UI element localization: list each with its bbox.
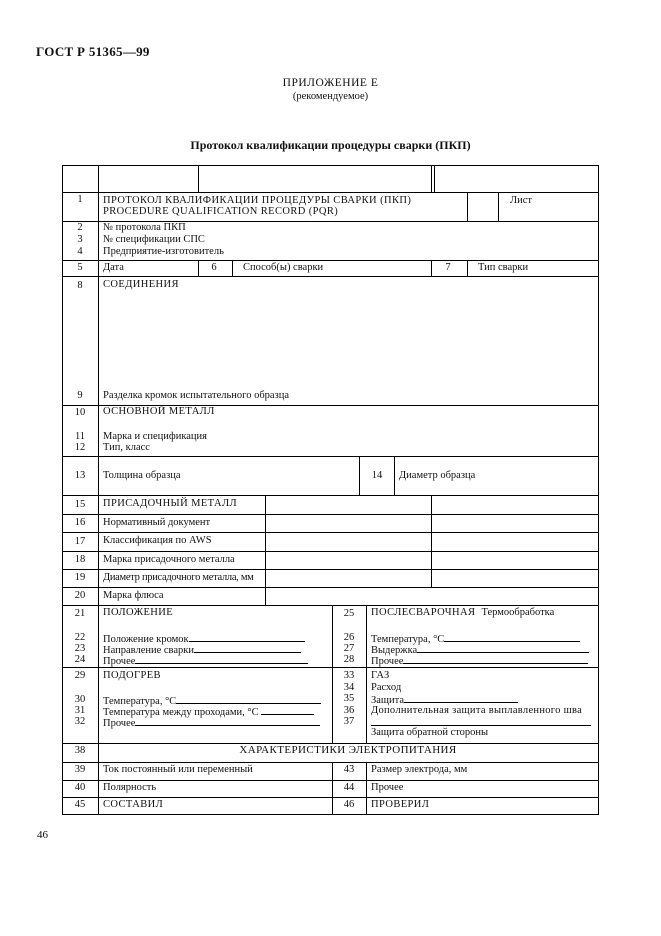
flux-grade-label: Марка флюса	[103, 590, 164, 601]
form-title-ru: ПРОТОКОЛ КВАЛИФИКАЦИИ ПРОЦЕДУРЫ СВАРКИ (ПКП)	[103, 195, 412, 206]
type-class-label: Тип, класс	[103, 442, 150, 453]
checked-by-label: ПРОВЕРИЛ	[371, 799, 430, 810]
preheat-other-text: Прочее	[103, 718, 136, 729]
flow-rate-label: Расход	[371, 682, 402, 693]
manufacturer-label: Предприятие-изготовитель	[103, 246, 224, 257]
row-divider	[63, 260, 598, 261]
row-divider	[63, 780, 598, 781]
fill-line	[135, 654, 308, 664]
row-num: 23	[74, 643, 86, 654]
row-num: 37	[343, 716, 355, 727]
fill-line	[194, 643, 301, 653]
standard-code: ГОСТ Р 51365—99	[36, 44, 150, 59]
position-label: ПОЛОЖЕНИЕ	[103, 607, 174, 618]
sheet-label: Лист	[510, 195, 532, 206]
row-divider	[63, 192, 598, 193]
groove-position-text: Положение кромок	[103, 634, 189, 645]
pwht-label	[371, 607, 554, 619]
row-num: 10	[74, 407, 86, 418]
row-num: 43	[343, 764, 355, 775]
row-num: 8	[77, 280, 83, 291]
fill-line	[135, 716, 320, 726]
electrical-other-label: Прочее	[371, 782, 404, 793]
row-num: 6	[211, 262, 217, 273]
row-divider	[63, 276, 598, 277]
row-num: 46	[343, 799, 355, 810]
shielding-text: Защита	[371, 695, 405, 706]
groove-design-label: Разделка кромок испытательного образца	[103, 390, 290, 401]
row-num: 2	[77, 222, 83, 233]
row-num: 9	[77, 390, 83, 401]
pwht-temperature-text: Температура, °С	[371, 634, 445, 645]
welding-type-label: Тип сварки	[478, 262, 529, 273]
row-num: 28	[343, 654, 355, 665]
row-num: 25	[343, 608, 355, 619]
row-num: 1	[77, 194, 83, 205]
row-num: 12	[74, 442, 86, 453]
row-num: 17	[74, 536, 86, 547]
row-num: 32	[74, 716, 86, 727]
row-num: 3	[77, 234, 83, 245]
backing-gas-label: Защита обратной стороны	[371, 727, 489, 738]
form-title-en: PROCEDURE QUALIFICATION RECORD (PQR)	[103, 206, 339, 217]
row-divider	[63, 797, 598, 798]
appendix-title: ПРИЛОЖЕНИЕ Е	[282, 77, 379, 89]
row-num: 33	[343, 670, 355, 681]
col-divider	[265, 495, 266, 605]
row-num: 11	[74, 431, 86, 442]
joints-label: СОЕДИНЕНИЯ	[103, 279, 179, 290]
base-metal-label: ОСНОВНОЙ МЕТАЛЛ	[103, 406, 215, 417]
pwht-text: ПОСЛЕСВАРОЧНАЯ	[371, 607, 476, 618]
fill-line	[403, 654, 588, 664]
row-num: 18	[74, 554, 86, 565]
pwht-other-text: Прочее	[371, 656, 404, 667]
row-num: 15	[74, 499, 86, 510]
col-divider	[434, 166, 435, 192]
filler-grade-label: Марка присадочного металла	[103, 554, 235, 565]
position-other-label	[103, 654, 308, 668]
row-num: 13	[74, 470, 86, 481]
holding-time-text: Выдержка	[371, 645, 418, 656]
row-divider	[63, 514, 598, 515]
row-num: 16	[74, 517, 86, 528]
electrical-characteristics-heading: ХАРАКТЕРИСТИКИ ЭЛЕКТРОПИТАНИЯ	[239, 744, 457, 756]
row-divider	[63, 456, 598, 457]
aws-class-label: Классификация по AWS	[103, 535, 212, 546]
row-num: 29	[74, 670, 86, 681]
row-divider	[63, 762, 598, 763]
pwht-other-label	[371, 654, 588, 668]
wps-number-label: № спецификации СПС	[103, 234, 205, 245]
row-num: 20	[74, 590, 86, 601]
appendix-subtitle: (рекомендуемое)	[292, 91, 369, 102]
row-num: 27	[343, 643, 355, 654]
preheat-other-label	[103, 716, 320, 730]
col-divider	[431, 166, 432, 192]
row-num: 26	[343, 632, 355, 643]
row-num: 19	[74, 572, 86, 583]
pwht-text-2: Термообработка	[481, 607, 555, 618]
polarity-label: Полярность	[103, 782, 157, 793]
welding-process-label: Способ(ы) сварки	[243, 262, 324, 273]
prepared-by-label: СОСТАВИЛ	[103, 799, 164, 810]
filler-metal-label: ПРИСАДОЧНЫЙ МЕТАЛЛ	[103, 498, 237, 509]
row-num: 4	[77, 246, 83, 257]
row-divider	[63, 605, 598, 606]
interpass-temperature-text: Температура между проходами, °С	[103, 707, 259, 718]
row-num: 44	[343, 782, 355, 793]
row-num: 31	[74, 705, 86, 716]
col-divider	[467, 260, 468, 276]
fill-line	[261, 705, 314, 715]
welding-direction-text: Направление сварки	[103, 645, 194, 656]
fill-line	[404, 693, 518, 703]
fill-line	[189, 632, 305, 642]
col-divider	[467, 192, 468, 221]
row-num: 35	[343, 693, 355, 704]
position-other-text: Прочее	[103, 656, 136, 667]
row-divider	[63, 495, 598, 496]
fill-line	[371, 725, 591, 726]
filler-diameter-label: Диаметр присадочного металла, мм	[103, 572, 254, 583]
col-divider	[98, 166, 99, 814]
electrode-size-label: Размер электрода, мм	[371, 764, 468, 775]
col-divider	[431, 495, 432, 587]
row-divider	[63, 532, 598, 533]
row-num: 14	[371, 470, 383, 481]
row-num: 22	[74, 632, 86, 643]
specimen-diameter-label: Диаметр образца	[399, 470, 476, 481]
fill-line	[444, 632, 580, 642]
col-divider	[232, 260, 233, 276]
row-num: 45	[74, 799, 86, 810]
row-num: 34	[343, 682, 355, 693]
current-type-label: Ток постоянный или переменный	[103, 764, 253, 775]
preheat-temperature-text: Температура, °С	[103, 696, 177, 707]
col-divider	[198, 166, 199, 192]
normative-doc-label: Нормативный документ	[103, 517, 211, 528]
document-title: Протокол квалификации процедуры сварки (ПКП)	[190, 138, 471, 152]
row-num: 30	[74, 694, 86, 705]
trailing-shielding-label: Дополнительная защита выплавленного шва	[371, 705, 583, 716]
fill-line	[176, 694, 321, 704]
row-divider	[63, 551, 598, 552]
grade-spec-label: Марка и спецификация	[103, 431, 207, 442]
row-num: 39	[74, 764, 86, 775]
col-divider	[498, 192, 499, 221]
row-num: 7	[445, 262, 451, 273]
preheat-label: ПОДОГРЕВ	[103, 670, 161, 681]
row-num: 24	[74, 654, 86, 665]
fill-line	[417, 643, 589, 653]
row-num: 21	[74, 608, 86, 619]
row-num: 38	[74, 745, 86, 756]
row-num: 5	[77, 262, 83, 273]
pqr-number-label: № протокола ПКП	[103, 222, 186, 233]
specimen-thickness-label: Толщина образца	[103, 470, 181, 481]
row-divider	[63, 569, 598, 570]
row-num: 36	[343, 705, 355, 716]
date-label: Дата	[103, 262, 124, 273]
page-number: 46	[37, 829, 48, 841]
row-num: 40	[74, 782, 86, 793]
gas-label: ГАЗ	[371, 670, 390, 681]
row-divider	[63, 587, 598, 588]
